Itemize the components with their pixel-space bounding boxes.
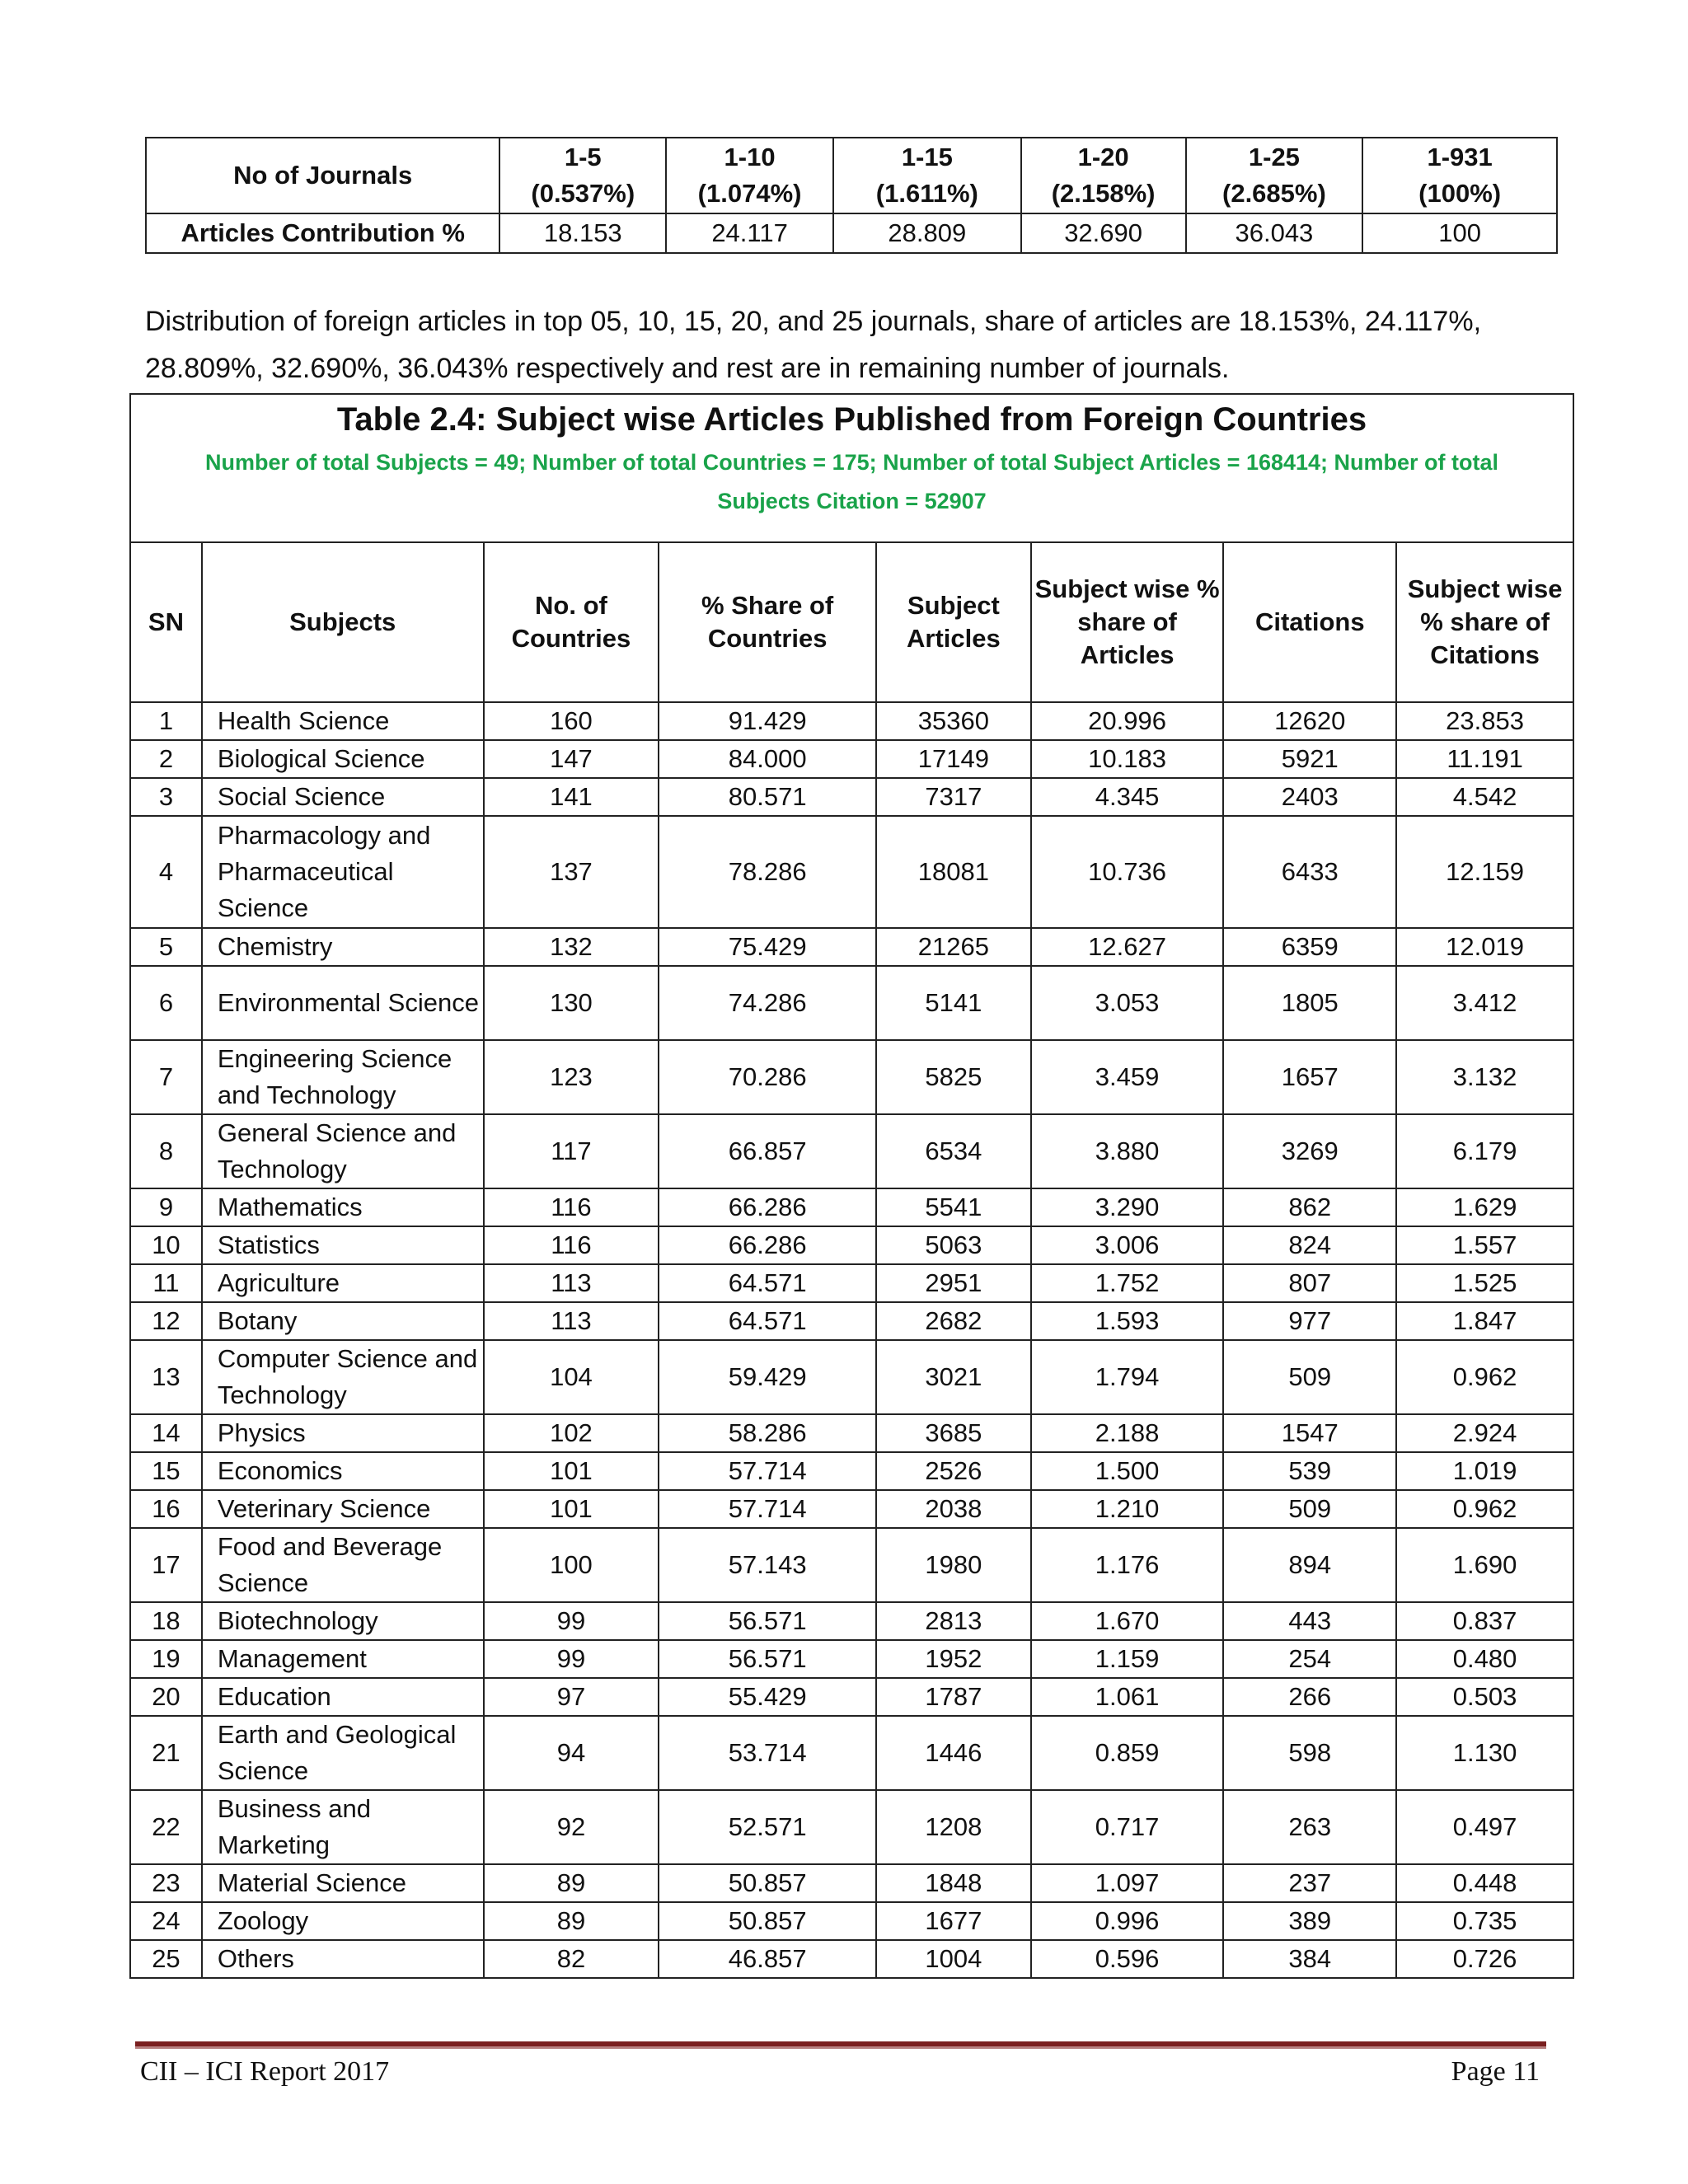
no-of-countries-cell: 102 bbox=[484, 1414, 659, 1452]
table-header-row bbox=[130, 542, 1573, 702]
subject-articles-cell: 2038 bbox=[876, 1490, 1031, 1528]
table-row bbox=[130, 740, 1573, 778]
subject-cell: Others bbox=[202, 1940, 484, 1978]
share-of-countries-cell: 55.429 bbox=[659, 1678, 876, 1716]
share-of-articles-cell: 1.500 bbox=[1031, 1452, 1224, 1490]
share-of-citations-cell: 1.629 bbox=[1396, 1188, 1573, 1226]
share-of-countries-cell: 50.857 bbox=[659, 1864, 876, 1902]
share-of-articles-cell: 1.176 bbox=[1031, 1528, 1224, 1602]
table-row bbox=[130, 1452, 1573, 1490]
sn-cell: 7 bbox=[130, 1040, 202, 1114]
table-caption bbox=[129, 393, 1574, 541]
share-of-citations-cell: 2.924 bbox=[1396, 1414, 1573, 1452]
citations-cell: 254 bbox=[1223, 1640, 1396, 1678]
table-row bbox=[130, 1302, 1573, 1340]
subject-cell: Veterinary Science bbox=[202, 1490, 484, 1528]
share-of-citations-cell: 1.019 bbox=[1396, 1452, 1573, 1490]
citations-cell: 6433 bbox=[1223, 816, 1396, 928]
subject-articles-cell: 7317 bbox=[876, 778, 1031, 816]
sn-cell: 13 bbox=[130, 1340, 202, 1414]
citations-cell: 598 bbox=[1223, 1716, 1396, 1790]
journal-range-header bbox=[833, 138, 1021, 213]
subject-cell: Botany bbox=[202, 1302, 484, 1340]
no-of-countries-cell: 132 bbox=[484, 928, 659, 966]
subject-articles-cell: 5541 bbox=[876, 1188, 1031, 1226]
subject-cell: Management bbox=[202, 1640, 484, 1678]
citations-cell: 12620 bbox=[1223, 702, 1396, 740]
no-of-countries-cell: 94 bbox=[484, 1716, 659, 1790]
share-of-citations-cell: 23.853 bbox=[1396, 702, 1573, 740]
column-header: Subject Articles bbox=[876, 542, 1031, 702]
no-of-countries-cell: 123 bbox=[484, 1040, 659, 1114]
distribution-paragraph: Distribution of foreign articles in top 05, 10, 15, 20, and 25 journals, share of articles are 18.153%, 24.117%, 28.809%, 32.690%, 36.043% respectively and rest are in remaining number of journals. bbox=[145, 306, 1482, 384]
journal-range: 1-15 bbox=[901, 143, 953, 171]
column-header: Subjects bbox=[202, 542, 484, 702]
citations-cell: 3269 bbox=[1223, 1114, 1396, 1188]
subject-articles-cell: 5825 bbox=[876, 1040, 1031, 1114]
subject-articles-cell: 21265 bbox=[876, 928, 1031, 966]
citations-cell: 862 bbox=[1223, 1188, 1396, 1226]
sn-cell: 1 bbox=[130, 702, 202, 740]
column-header: Subject wise % share of Citations bbox=[1396, 542, 1573, 702]
sn-cell: 19 bbox=[130, 1640, 202, 1678]
subject-articles-cell: 18081 bbox=[876, 816, 1031, 928]
journal-range-percent: (100%) bbox=[1418, 179, 1502, 208]
no-of-countries-cell: 160 bbox=[484, 702, 659, 740]
share-of-citations-cell: 3.132 bbox=[1396, 1040, 1573, 1114]
no-of-countries-cell: 100 bbox=[484, 1528, 659, 1602]
citations-cell: 894 bbox=[1223, 1528, 1396, 1602]
table-row bbox=[130, 1040, 1573, 1114]
subject-cell: Biological Science bbox=[202, 740, 484, 778]
share-of-citations-cell: 6.179 bbox=[1396, 1114, 1573, 1188]
sn-cell: 10 bbox=[130, 1226, 202, 1264]
citations-cell: 389 bbox=[1223, 1902, 1396, 1940]
sn-cell: 17 bbox=[130, 1528, 202, 1602]
articles-contribution-row bbox=[146, 213, 1557, 253]
sn-cell: 16 bbox=[130, 1490, 202, 1528]
subject-articles-cell: 2813 bbox=[876, 1602, 1031, 1640]
table-row bbox=[130, 1640, 1573, 1678]
sn-cell: 11 bbox=[130, 1264, 202, 1302]
share-of-articles-cell: 3.880 bbox=[1031, 1114, 1224, 1188]
subject-cell: Zoology bbox=[202, 1902, 484, 1940]
journal-range-percent: (1.074%) bbox=[697, 179, 802, 208]
no-of-countries-cell: 130 bbox=[484, 966, 659, 1040]
table-row bbox=[130, 816, 1573, 928]
footer-report-name: CII – ICI Report 2017 bbox=[140, 2056, 390, 2087]
share-of-citations-cell: 0.503 bbox=[1396, 1678, 1573, 1716]
share-of-articles-cell: 1.097 bbox=[1031, 1864, 1224, 1902]
subject-articles-cell: 2951 bbox=[876, 1264, 1031, 1302]
subject-articles-cell: 17149 bbox=[876, 740, 1031, 778]
share-of-articles-cell: 1.593 bbox=[1031, 1302, 1224, 1340]
no-of-countries-cell: 101 bbox=[484, 1490, 659, 1528]
subject-cell: Agriculture bbox=[202, 1264, 484, 1302]
table-row bbox=[130, 966, 1573, 1040]
citations-cell: 384 bbox=[1223, 1940, 1396, 1978]
no-of-countries-cell: 116 bbox=[484, 1226, 659, 1264]
share-of-countries-cell: 91.429 bbox=[659, 702, 876, 740]
share-of-citations-cell: 1.690 bbox=[1396, 1528, 1573, 1602]
no-of-countries-cell: 99 bbox=[484, 1640, 659, 1678]
sn-cell: 23 bbox=[130, 1864, 202, 1902]
share-of-articles-cell: 1.061 bbox=[1031, 1678, 1224, 1716]
sn-cell: 9 bbox=[130, 1188, 202, 1226]
no-of-countries-cell: 141 bbox=[484, 778, 659, 816]
journal-range: 1-25 bbox=[1248, 143, 1300, 171]
citations-cell: 1547 bbox=[1223, 1414, 1396, 1452]
share-of-articles-cell: 0.717 bbox=[1031, 1790, 1224, 1864]
subject-articles-cell: 1208 bbox=[876, 1790, 1031, 1864]
subject-cell: Education bbox=[202, 1678, 484, 1716]
subject-articles-cell: 1952 bbox=[876, 1640, 1031, 1678]
table-row bbox=[130, 1188, 1573, 1226]
subject-articles-cell: 1677 bbox=[876, 1902, 1031, 1940]
table-row bbox=[130, 1790, 1573, 1864]
contribution-value: 28.809 bbox=[833, 213, 1021, 253]
journal-range: 1-5 bbox=[564, 143, 602, 171]
sn-cell: 8 bbox=[130, 1114, 202, 1188]
share-of-countries-cell: 70.286 bbox=[659, 1040, 876, 1114]
subject-cell: Earth and Geological Science bbox=[202, 1716, 484, 1790]
no-of-countries-cell: 82 bbox=[484, 1940, 659, 1978]
table-row bbox=[130, 1114, 1573, 1188]
subject-articles-cell: 5063 bbox=[876, 1226, 1031, 1264]
share-of-citations-cell: 0.735 bbox=[1396, 1902, 1573, 1940]
no-of-countries-cell: 101 bbox=[484, 1452, 659, 1490]
table-title: Table 2.4: Subject wise Articles Published from Foreign Countries bbox=[336, 401, 1367, 438]
sn-cell: 18 bbox=[130, 1602, 202, 1640]
share-of-articles-cell: 0.996 bbox=[1031, 1902, 1224, 1940]
table-row bbox=[130, 1940, 1573, 1978]
articles-contribution-label: Articles Contribution % bbox=[146, 213, 499, 253]
sn-cell: 21 bbox=[130, 1716, 202, 1790]
no-of-countries-cell: 117 bbox=[484, 1114, 659, 1188]
table-row bbox=[130, 1414, 1573, 1452]
share-of-articles-cell: 1.752 bbox=[1031, 1264, 1224, 1302]
share-of-citations-cell: 0.837 bbox=[1396, 1602, 1573, 1640]
share-of-articles-cell: 3.006 bbox=[1031, 1226, 1224, 1264]
no-of-countries-cell: 116 bbox=[484, 1188, 659, 1226]
share-of-citations-cell: 1.130 bbox=[1396, 1716, 1573, 1790]
citations-cell: 807 bbox=[1223, 1264, 1396, 1302]
subject-articles-cell: 5141 bbox=[876, 966, 1031, 1040]
contribution-value: 100 bbox=[1362, 213, 1557, 253]
share-of-citations-cell: 1.557 bbox=[1396, 1226, 1573, 1264]
share-of-articles-cell: 1.159 bbox=[1031, 1640, 1224, 1678]
column-header: No. of Countries bbox=[484, 542, 659, 702]
journal-range-header bbox=[666, 138, 833, 213]
sn-cell: 15 bbox=[130, 1452, 202, 1490]
sn-cell: 3 bbox=[130, 778, 202, 816]
share-of-articles-cell: 0.859 bbox=[1031, 1716, 1224, 1790]
subject-articles-cell: 2526 bbox=[876, 1452, 1031, 1490]
share-of-articles-cell: 20.996 bbox=[1031, 702, 1224, 740]
sn-cell: 6 bbox=[130, 966, 202, 1040]
table-row bbox=[130, 778, 1573, 816]
share-of-countries-cell: 66.857 bbox=[659, 1114, 876, 1188]
share-of-countries-cell: 64.571 bbox=[659, 1264, 876, 1302]
subject-cell: Chemistry bbox=[202, 928, 484, 966]
no-of-countries-cell: 113 bbox=[484, 1302, 659, 1340]
table-row bbox=[130, 1678, 1573, 1716]
share-of-countries-cell: 57.143 bbox=[659, 1528, 876, 1602]
sn-cell: 12 bbox=[130, 1302, 202, 1340]
no-of-countries-cell: 147 bbox=[484, 740, 659, 778]
sn-cell: 22 bbox=[130, 1790, 202, 1864]
share-of-citations-cell: 12.019 bbox=[1396, 928, 1573, 966]
column-header: SN bbox=[130, 542, 202, 702]
journal-range-percent: (2.685%) bbox=[1222, 179, 1326, 208]
share-of-countries-cell: 46.857 bbox=[659, 1940, 876, 1978]
table-row bbox=[130, 1490, 1573, 1528]
share-of-countries-cell: 57.714 bbox=[659, 1452, 876, 1490]
share-of-countries-cell: 74.286 bbox=[659, 966, 876, 1040]
subject-articles-cell: 1004 bbox=[876, 1940, 1031, 1978]
citations-cell: 237 bbox=[1223, 1864, 1396, 1902]
journal-range-header bbox=[499, 138, 666, 213]
table-summary: Number of total Subjects = 49; Number of total Countries = 175; Number of total Subject Articles = 168414; Number of total Subjects Citation = 52907 bbox=[204, 450, 1499, 513]
subject-articles-table bbox=[129, 541, 1574, 1979]
share-of-countries-cell: 56.571 bbox=[659, 1602, 876, 1640]
share-of-citations-cell: 1.847 bbox=[1396, 1302, 1573, 1340]
citations-cell: 5921 bbox=[1223, 740, 1396, 778]
contribution-value: 36.043 bbox=[1186, 213, 1363, 253]
share-of-countries-cell: 57.714 bbox=[659, 1490, 876, 1528]
table-row bbox=[130, 702, 1573, 740]
subject-articles-cell: 3685 bbox=[876, 1414, 1031, 1452]
footer-divider bbox=[135, 2041, 1546, 2049]
citations-cell: 266 bbox=[1223, 1678, 1396, 1716]
table-row bbox=[130, 928, 1573, 966]
share-of-countries-cell: 59.429 bbox=[659, 1340, 876, 1414]
no-of-countries-cell: 97 bbox=[484, 1678, 659, 1716]
citations-cell: 824 bbox=[1223, 1226, 1396, 1264]
share-of-countries-cell: 66.286 bbox=[659, 1226, 876, 1264]
subject-articles-cell: 6534 bbox=[876, 1114, 1031, 1188]
no-of-countries-cell: 113 bbox=[484, 1264, 659, 1302]
subject-cell: Statistics bbox=[202, 1226, 484, 1264]
share-of-citations-cell: 0.726 bbox=[1396, 1940, 1573, 1978]
share-of-citations-cell: 0.497 bbox=[1396, 1790, 1573, 1864]
share-of-countries-cell: 53.714 bbox=[659, 1716, 876, 1790]
share-of-articles-cell: 4.345 bbox=[1031, 778, 1224, 816]
share-of-citations-cell: 0.962 bbox=[1396, 1490, 1573, 1528]
subject-cell: Food and Beverage Science bbox=[202, 1528, 484, 1602]
subject-cell: Biotechnology bbox=[202, 1602, 484, 1640]
subject-articles-cell: 35360 bbox=[876, 702, 1031, 740]
subject-cell: Environmental Science bbox=[202, 966, 484, 1040]
no-of-countries-cell: 89 bbox=[484, 1902, 659, 1940]
share-of-countries-cell: 78.286 bbox=[659, 816, 876, 928]
subject-articles-cell: 1787 bbox=[876, 1678, 1031, 1716]
share-of-countries-cell: 58.286 bbox=[659, 1414, 876, 1452]
share-of-articles-cell: 3.290 bbox=[1031, 1188, 1224, 1226]
share-of-citations-cell: 4.542 bbox=[1396, 778, 1573, 816]
share-of-countries-cell: 56.571 bbox=[659, 1640, 876, 1678]
table-row bbox=[130, 1864, 1573, 1902]
journal-range: 1-20 bbox=[1077, 143, 1129, 171]
no-of-countries-cell: 99 bbox=[484, 1602, 659, 1640]
subject-cell: Health Science bbox=[202, 702, 484, 740]
no-of-countries-cell: 89 bbox=[484, 1864, 659, 1902]
table-row bbox=[130, 1716, 1573, 1790]
share-of-citations-cell: 1.525 bbox=[1396, 1264, 1573, 1302]
subject-cell: Mathematics bbox=[202, 1188, 484, 1226]
subject-cell: Computer Science and Technology bbox=[202, 1340, 484, 1414]
share-of-articles-cell: 2.188 bbox=[1031, 1414, 1224, 1452]
share-of-countries-cell: 80.571 bbox=[659, 778, 876, 816]
share-of-articles-cell: 0.596 bbox=[1031, 1940, 1224, 1978]
column-header: Subject wise % share of Articles bbox=[1031, 542, 1224, 702]
journal-range: 1-10 bbox=[724, 143, 776, 171]
subject-cell: Pharmacology and Pharmaceutical Science bbox=[202, 816, 484, 928]
journal-range-percent: (0.537%) bbox=[531, 179, 635, 208]
subject-articles-cell: 1980 bbox=[876, 1528, 1031, 1602]
no-of-countries-cell: 104 bbox=[484, 1340, 659, 1414]
share-of-articles-cell: 10.736 bbox=[1031, 816, 1224, 928]
contribution-value: 18.153 bbox=[499, 213, 666, 253]
subject-articles-cell: 1848 bbox=[876, 1864, 1031, 1902]
share-of-countries-cell: 84.000 bbox=[659, 740, 876, 778]
citations-cell: 1805 bbox=[1223, 966, 1396, 1040]
journal-range-header bbox=[1362, 138, 1557, 213]
sn-cell: 20 bbox=[130, 1678, 202, 1716]
footer-page-number: Page 11 bbox=[1451, 2056, 1540, 2087]
subject-articles-cell: 3021 bbox=[876, 1340, 1031, 1414]
share-of-articles-cell: 12.627 bbox=[1031, 928, 1224, 966]
share-of-countries-cell: 52.571 bbox=[659, 1790, 876, 1864]
share-of-articles-cell: 3.053 bbox=[1031, 966, 1224, 1040]
share-of-articles-cell: 1.794 bbox=[1031, 1340, 1224, 1414]
journal-range: 1-931 bbox=[1427, 143, 1493, 171]
citations-cell: 1657 bbox=[1223, 1040, 1396, 1114]
journal-range-header bbox=[1021, 138, 1186, 213]
journals-header-row bbox=[146, 138, 1557, 213]
table-row bbox=[130, 1226, 1573, 1264]
subject-cell: Economics bbox=[202, 1452, 484, 1490]
citations-cell: 977 bbox=[1223, 1302, 1396, 1340]
share-of-articles-cell: 1.670 bbox=[1031, 1602, 1224, 1640]
citations-cell: 509 bbox=[1223, 1340, 1396, 1414]
share-of-citations-cell: 0.962 bbox=[1396, 1340, 1573, 1414]
citations-cell: 539 bbox=[1223, 1452, 1396, 1490]
citations-cell: 2403 bbox=[1223, 778, 1396, 816]
journal-contribution-table bbox=[145, 137, 1558, 254]
no-of-journals-label: No of Journals bbox=[146, 138, 499, 213]
subject-table-container bbox=[129, 393, 1574, 1979]
subject-cell: Physics bbox=[202, 1414, 484, 1452]
sn-cell: 2 bbox=[130, 740, 202, 778]
no-of-countries-cell: 137 bbox=[484, 816, 659, 928]
share-of-countries-cell: 50.857 bbox=[659, 1902, 876, 1940]
sn-cell: 25 bbox=[130, 1940, 202, 1978]
share-of-citations-cell: 12.159 bbox=[1396, 816, 1573, 928]
citations-cell: 509 bbox=[1223, 1490, 1396, 1528]
contribution-value: 32.690 bbox=[1021, 213, 1186, 253]
contribution-value: 24.117 bbox=[666, 213, 833, 253]
journal-range-header bbox=[1186, 138, 1363, 213]
subject-cell: General Science and Technology bbox=[202, 1114, 484, 1188]
journal-range-percent: (1.611%) bbox=[875, 179, 978, 208]
table-row bbox=[130, 1528, 1573, 1602]
table-row bbox=[130, 1340, 1573, 1414]
column-header: % Share of Countries bbox=[659, 542, 876, 702]
citations-cell: 443 bbox=[1223, 1602, 1396, 1640]
sn-cell: 24 bbox=[130, 1902, 202, 1940]
sn-cell: 5 bbox=[130, 928, 202, 966]
share-of-citations-cell: 0.480 bbox=[1396, 1640, 1573, 1678]
column-header: Citations bbox=[1223, 542, 1396, 702]
table-row bbox=[130, 1602, 1573, 1640]
citations-cell: 263 bbox=[1223, 1790, 1396, 1864]
share-of-citations-cell: 11.191 bbox=[1396, 740, 1573, 778]
subject-articles-cell: 2682 bbox=[876, 1302, 1031, 1340]
table-row bbox=[130, 1902, 1573, 1940]
no-of-countries-cell: 92 bbox=[484, 1790, 659, 1864]
share-of-countries-cell: 64.571 bbox=[659, 1302, 876, 1340]
table-row bbox=[130, 1264, 1573, 1302]
share-of-articles-cell: 10.183 bbox=[1031, 740, 1224, 778]
share-of-citations-cell: 3.412 bbox=[1396, 966, 1573, 1040]
share-of-articles-cell: 3.459 bbox=[1031, 1040, 1224, 1114]
subject-cell: Business and Marketing bbox=[202, 1790, 484, 1864]
share-of-countries-cell: 75.429 bbox=[659, 928, 876, 966]
sn-cell: 14 bbox=[130, 1414, 202, 1452]
subject-cell: Engineering Science and Technology bbox=[202, 1040, 484, 1114]
journal-range-percent: (2.158%) bbox=[1051, 179, 1156, 208]
subject-cell: Social Science bbox=[202, 778, 484, 816]
sn-cell: 4 bbox=[130, 816, 202, 928]
share-of-citations-cell: 0.448 bbox=[1396, 1864, 1573, 1902]
subject-articles-cell: 1446 bbox=[876, 1716, 1031, 1790]
share-of-articles-cell: 1.210 bbox=[1031, 1490, 1224, 1528]
citations-cell: 6359 bbox=[1223, 928, 1396, 966]
share-of-countries-cell: 66.286 bbox=[659, 1188, 876, 1226]
subject-cell: Material Science bbox=[202, 1864, 484, 1902]
